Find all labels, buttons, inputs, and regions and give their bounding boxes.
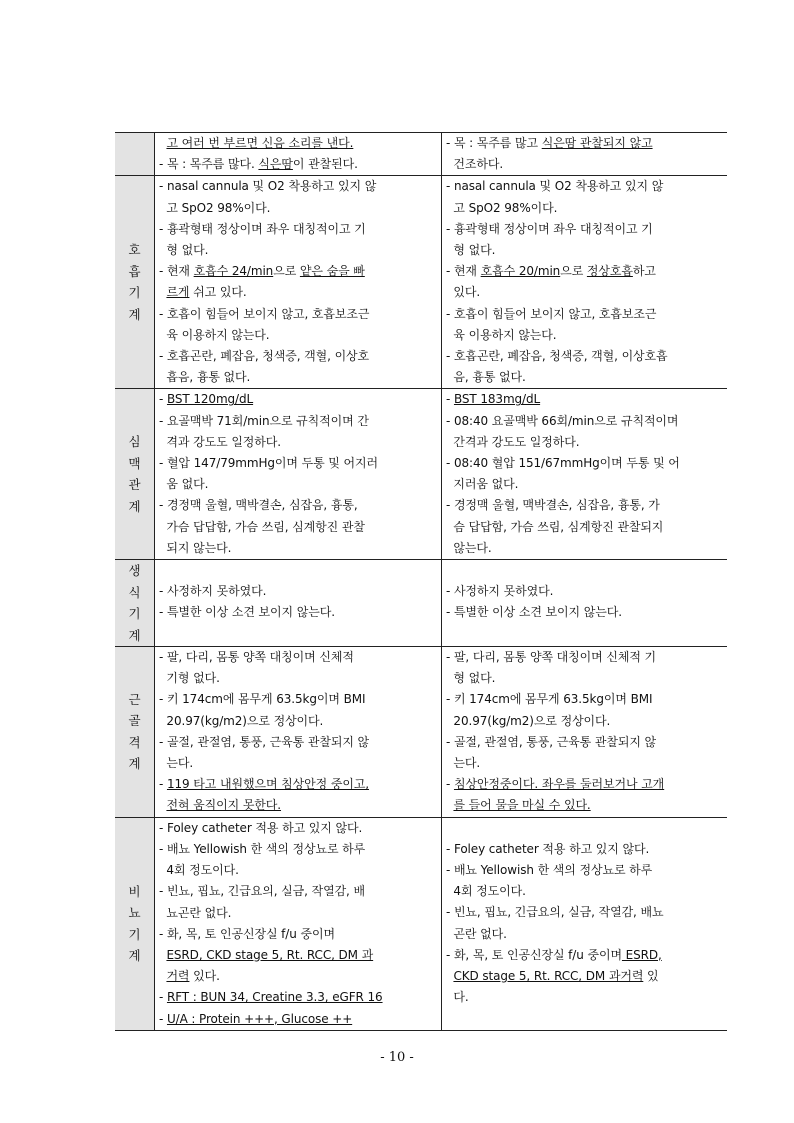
text-segment: -	[446, 392, 454, 407]
text-segment: 4회 정도이다.	[446, 884, 526, 899]
before-column-cell	[155, 647, 442, 818]
text-line	[446, 711, 722, 732]
text-line	[446, 282, 722, 303]
text-segment: - 흉곽형태 정상이며 좌우 대칭적이고 기	[446, 221, 653, 236]
underlined-text: CKD stage 5, Rt. RCC, DM 과거력	[453, 969, 644, 984]
text-line	[446, 219, 722, 240]
category-label-char: 심	[128, 434, 141, 450]
underlined-text: ESRD,	[621, 947, 662, 962]
text-line	[159, 966, 436, 987]
text-line	[159, 474, 436, 495]
text-segment: -	[159, 1011, 167, 1026]
category-cell	[115, 133, 155, 176]
text-line	[446, 818, 722, 839]
text-line	[446, 668, 722, 689]
text-line	[446, 240, 722, 261]
underlined-text: 전혀 움직이지 못한다.	[166, 798, 282, 813]
category-label-char: 기	[128, 926, 141, 942]
text-segment: 간격과 강도도 일정하다.	[446, 434, 580, 449]
text-line	[159, 881, 436, 902]
text-line	[159, 668, 436, 689]
text-line	[446, 517, 722, 538]
underlined-text: 119 타고 내원했으며 침상안정 중이고,	[166, 777, 370, 792]
text-line	[159, 325, 436, 346]
text-line	[446, 945, 722, 966]
text-segment: 고 SpO2 98%이다.	[446, 200, 558, 215]
category-cell	[115, 560, 155, 647]
text-segment: - nasal cannula 및 O2 착용하고 있지 않	[446, 179, 664, 194]
text-segment: - 사정하지 못하였다.	[446, 584, 554, 599]
text-segment: - 호흡곤란, 폐잡음, 청색증, 객혈, 이상호흡	[446, 349, 668, 364]
text-line	[159, 753, 436, 774]
text-segment: 4회 정도이다.	[159, 863, 239, 878]
category-label-char: 호	[128, 242, 141, 258]
before-column-cell	[155, 176, 442, 389]
text-line	[159, 602, 436, 623]
underlined-text: 호흡수 20/min	[480, 264, 561, 279]
text-line	[159, 538, 436, 559]
category-label-char: 생	[128, 563, 141, 579]
text-line	[159, 795, 436, 816]
text-line	[446, 176, 722, 197]
text-line	[446, 495, 722, 516]
text-segment: - 화, 목, 토 인공신장실 f/u 중이며	[159, 926, 335, 941]
text-segment: - 목 : 목주름 많다.	[159, 157, 259, 172]
category-cell	[115, 389, 155, 560]
after-column-cell	[442, 647, 728, 818]
text-segment: - 특별한 이상 소견 보이지 않는다.	[446, 605, 622, 620]
table-row	[115, 176, 727, 389]
category-label-char: 관	[128, 477, 141, 493]
category-cell	[115, 647, 155, 818]
text-segment: - 호흡이 힘들어 보이지 않고, 호흡보조근	[159, 306, 370, 321]
text-segment: 있다.	[446, 285, 481, 300]
category-label-char: 흡	[128, 263, 141, 279]
underlined-text: 호흡수 24/min	[193, 264, 274, 279]
text-line	[159, 133, 436, 154]
text-line	[446, 154, 722, 175]
text-segment: 있다.	[189, 969, 220, 984]
text-segment: 기형 없다.	[159, 671, 220, 686]
text-line	[159, 304, 436, 325]
category-label-char: 계	[128, 948, 141, 964]
text-segment: 않는다.	[446, 540, 492, 555]
text-line	[446, 795, 722, 816]
text-segment: - 빈뇨, 핍뇨, 긴급요의, 실금, 작열감, 배뇨	[446, 905, 664, 920]
text-line	[446, 732, 722, 753]
text-line	[159, 647, 436, 668]
table-row	[115, 817, 727, 1030]
underlined-text: RFT : BUN 34, Creatine 3.3, eGFR 16	[166, 990, 383, 1005]
text-segment: - 호흡이 힘들어 보이지 않고, 호흡보조근	[446, 306, 657, 321]
text-segment: - 배뇨 Yellowish 한 색의 정상뇨로 하루	[446, 863, 653, 878]
text-segment: 20.97(kg/m2)으로 정상이다.	[446, 713, 611, 728]
text-segment: 으로	[273, 264, 300, 279]
text-line	[446, 647, 722, 668]
text-segment: - 혈압 147/79mmHg이며 두통 및 어지러	[159, 456, 378, 471]
text-segment: -	[159, 777, 167, 792]
text-line	[446, 304, 722, 325]
underlined-text: U/A : Protein +++, Glucose ++	[166, 1011, 353, 1026]
after-column-cell	[442, 560, 728, 647]
text-segment: 뇨곤란 없다.	[159, 905, 232, 920]
text-segment: 격과 강도도 일정하다.	[159, 434, 282, 449]
text-line	[159, 624, 436, 645]
underlined-text: 정상호흡	[586, 264, 633, 279]
text-line	[446, 346, 722, 367]
category-label-char: 골	[128, 713, 141, 729]
text-line	[446, 881, 722, 902]
text-line	[159, 411, 436, 432]
text-segment: - nasal cannula 및 O2 착용하고 있지 않	[159, 179, 377, 194]
text-line	[446, 133, 722, 154]
text-segment: - 배뇨 Yellowish 한 색의 정상뇨로 하루	[159, 841, 366, 856]
text-segment: - 현재	[446, 264, 481, 279]
text-segment: - 사정하지 못하였다.	[159, 584, 267, 599]
text-line	[159, 903, 436, 924]
text-line	[159, 924, 436, 945]
before-column-cell	[155, 817, 442, 1030]
category-label-char: 맥	[128, 455, 141, 471]
text-segment: 음, 흉통 없다.	[446, 370, 526, 385]
text-line	[159, 176, 436, 197]
table-row	[115, 389, 727, 560]
text-segment: -	[159, 990, 167, 1005]
after-column-cell	[442, 176, 728, 389]
category-label-char: 계	[128, 627, 141, 643]
text-segment: - 목 : 목주름 많고	[446, 136, 542, 150]
underlined-text: 르게	[166, 285, 190, 300]
text-line	[446, 902, 722, 923]
text-line	[446, 602, 722, 623]
text-segment: 쉬고 있다.	[189, 285, 247, 300]
text-segment: - 키 174cm에 몸무게 63.5kg이며 BMI	[159, 692, 366, 707]
text-segment: 고 SpO2 98%이다.	[159, 200, 271, 215]
text-line	[446, 325, 722, 346]
text-segment: - 08:40 요골맥박 66회/min으로 규칙적이며	[446, 413, 679, 428]
underlined-text: 침상안정중이다. 좌우를 둘러보거나 고개	[453, 777, 665, 792]
text-line	[159, 432, 436, 453]
text-line	[446, 839, 722, 860]
text-segment: - 호흡곤란, 폐잡음, 청색증, 객혈, 이상호	[159, 349, 370, 364]
text-line	[446, 474, 722, 495]
category-label-char: 뇨	[128, 905, 141, 921]
text-line	[446, 389, 722, 410]
text-line	[446, 432, 722, 453]
text-line	[159, 219, 436, 240]
text-segment: 건조하다.	[446, 157, 504, 172]
text-line	[159, 860, 436, 881]
text-line	[159, 987, 436, 1008]
text-line	[446, 924, 722, 945]
underlined-text: 거력	[166, 969, 190, 984]
before-column-cell	[155, 560, 442, 647]
category-label-char: 격	[128, 734, 141, 750]
text-segment: - 골절, 관절염, 통풍, 근육통 관찰되지 않	[159, 734, 370, 749]
text-segment: 되지 않는다.	[159, 540, 232, 555]
text-segment: 는다.	[446, 756, 481, 771]
text-segment: 다.	[446, 990, 469, 1005]
text-segment: - 경정맥 울혈, 맥박결손, 심잡음, 흉통, 가	[446, 498, 660, 513]
text-segment: 는다.	[159, 756, 194, 771]
text-line	[159, 774, 436, 795]
text-segment: 지러움 없다.	[446, 477, 519, 492]
text-segment: 육 이용하지 않는다.	[159, 327, 270, 342]
text-line	[159, 689, 436, 710]
underlined-text: 얕은 숨을 빠	[299, 264, 365, 279]
text-line	[446, 453, 722, 474]
text-line	[446, 411, 722, 432]
table-row	[115, 133, 727, 176]
text-line	[159, 453, 436, 474]
category-label-char: 계	[128, 498, 141, 514]
underlined-text: 식은땀	[258, 157, 293, 172]
underlined-text: BST 183mg/dL	[453, 392, 541, 407]
text-line	[159, 945, 436, 966]
text-line	[446, 753, 722, 774]
text-segment: 20.97(kg/m2)으로 정상이다.	[159, 713, 324, 728]
text-line	[159, 839, 436, 860]
text-line	[159, 389, 436, 410]
text-segment: - 흉곽형태 정상이며 좌우 대칭적이고 기	[159, 221, 366, 236]
underlined-text: ESRD, CKD stage 5, Rt. RCC, DM 과	[166, 947, 374, 962]
text-segment: 형 없다.	[159, 243, 209, 258]
text-line	[446, 689, 722, 710]
text-line	[446, 624, 722, 645]
text-segment: 가슴 답답함, 가슴 쓰림, 심계항진 관찰	[159, 519, 365, 534]
text-line	[446, 560, 722, 581]
text-line	[159, 560, 436, 581]
text-line	[159, 732, 436, 753]
text-line	[446, 966, 722, 987]
text-segment: 곤란 없다.	[446, 926, 507, 941]
category-label-char: 비	[128, 883, 141, 899]
text-line	[159, 198, 436, 219]
text-line	[159, 517, 436, 538]
table-row	[115, 647, 727, 818]
text-segment: - Foley catheter 적용 하고 있지 않다.	[159, 820, 363, 835]
assessment-table	[115, 132, 727, 1031]
text-line	[446, 860, 722, 881]
text-segment: 흡음, 흉통 없다.	[159, 370, 251, 385]
text-segment: -	[159, 392, 167, 407]
text-line	[446, 581, 722, 602]
text-segment: 형 없다.	[446, 243, 496, 258]
text-segment: - 팔, 다리, 몸통 양쪽 대칭이며 신체적 기	[446, 650, 657, 665]
text-segment: - 특별한 이상 소견 보이지 않는다.	[159, 605, 335, 620]
text-line	[159, 818, 436, 839]
text-segment: - 화, 목, 토 인공신장실 f/u 중이며	[446, 947, 622, 962]
text-segment: 형 없다.	[446, 671, 496, 686]
text-segment: - 골절, 관절염, 통풍, 근육통 관찰되지 않	[446, 734, 657, 749]
text-segment: - 빈뇨, 핍뇨, 긴급요의, 실금, 작열감, 배	[159, 884, 365, 899]
text-line	[159, 282, 436, 303]
category-label-char: 식	[128, 584, 141, 600]
text-line	[159, 240, 436, 261]
page-number: - 10 -	[380, 1050, 414, 1065]
text-segment: - 팔, 다리, 몸통 양쪽 대칭이며 신체적	[159, 650, 354, 665]
text-line	[159, 581, 436, 602]
text-segment: 으로	[560, 264, 587, 279]
text-segment: 이 관찰된다.	[292, 157, 358, 172]
text-line	[446, 198, 722, 219]
text-line	[446, 538, 722, 559]
text-line	[159, 367, 436, 388]
text-line	[446, 987, 722, 1008]
underlined-text: 식은땀 관찰되지 않고	[541, 136, 653, 150]
text-segment: - 키 174cm에 몸무게 63.5kg이며 BMI	[446, 692, 653, 707]
text-segment: 육 이용하지 않는다.	[446, 327, 557, 342]
category-label-char: 계	[128, 756, 141, 772]
category-cell	[115, 817, 155, 1030]
table-row	[115, 560, 727, 647]
category-label-char: 기	[128, 606, 141, 622]
after-column-cell	[442, 389, 728, 560]
category-label-char: 계	[128, 306, 141, 322]
text-segment: - 현재	[159, 264, 194, 279]
category-label-char: 근	[128, 691, 141, 707]
text-segment: 움 없다.	[159, 477, 209, 492]
underlined-text: BST 120mg/dL	[166, 392, 254, 407]
after-column-cell	[442, 817, 728, 1030]
underlined-text: 를 들어 물을 마실 수 있다.	[453, 798, 591, 813]
text-line	[446, 774, 722, 795]
text-segment: -	[446, 777, 454, 792]
before-column-cell	[155, 389, 442, 560]
text-segment: 슴 답답함, 가슴 쓰림, 심계항진 관찰되지	[446, 519, 664, 534]
text-line	[159, 711, 436, 732]
category-label-char: 기	[128, 285, 141, 301]
text-segment: - 요골맥박 71회/min으로 규칙적이며 간	[159, 413, 369, 428]
text-segment: - Foley catheter 적용 하고 있지 않다.	[446, 841, 650, 856]
text-line	[159, 346, 436, 367]
before-column-cell	[155, 133, 442, 176]
category-cell	[115, 176, 155, 389]
after-column-cell	[442, 133, 728, 176]
text-line	[159, 261, 436, 282]
text-line	[446, 261, 722, 282]
text-segment: - 08:40 혈압 151/67mmHg이며 두통 및 어	[446, 456, 680, 471]
text-line	[159, 1009, 436, 1030]
text-line	[159, 495, 436, 516]
text-segment: 하고	[632, 264, 656, 279]
text-line	[446, 367, 722, 388]
text-segment: - 경정맥 울혈, 맥박결손, 심잡음, 흉통,	[159, 498, 358, 513]
underlined-text: 고 여러 번 부르면 신음 소리를 낸다.	[166, 136, 354, 150]
text-line	[159, 154, 436, 175]
text-segment: 있	[643, 969, 659, 984]
